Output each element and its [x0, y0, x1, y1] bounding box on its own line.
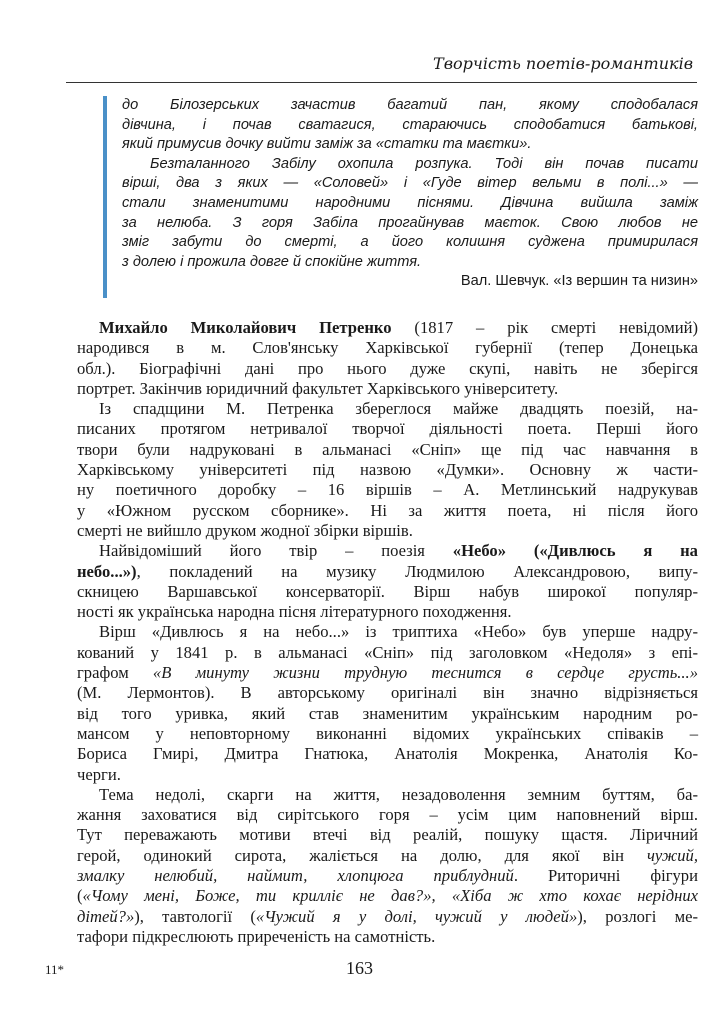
text-line [122, 174, 698, 194]
bold-text: небо...») [77, 561, 137, 581]
text-segment: дівчина, і почав сватагися, стараючись сподобатися батькові, [122, 116, 698, 133]
text-segment: (М. Лермонтов). В авторському оригіналі він значно відрізняється [77, 683, 698, 703]
text-line [77, 866, 698, 886]
text-segment: зміг забути до смерті, а його колишня суджена примирилася [122, 234, 698, 251]
italic-text: «Чужий я у долі, чужий у людей» [255, 906, 578, 926]
text-segment: смерті не вийшло друком жодної збірки віршів. [77, 520, 413, 540]
text-segment: мансом у неповторному виконанні відомих українських співаків – [77, 723, 698, 743]
main-text [77, 318, 698, 947]
text-line [77, 927, 698, 947]
italic-text: чужий, [646, 845, 698, 865]
text-segment: кований у 1841 р. в альманасі «Сніп» під заголовком «Недоля» з епі- [77, 642, 698, 662]
text-line [122, 233, 698, 253]
text-line [77, 440, 698, 460]
quote-attribution: Вал. Шевчук. «Із вершин та низин» [460, 273, 698, 290]
text-segment: Із спадщини М. Петренка збереглося майже двадцять поезій, на- [99, 399, 698, 419]
text-segment: (1817 – рік смерті невідомий) [391, 318, 698, 337]
text-line [77, 785, 698, 805]
signature-mark: 11* [45, 962, 65, 977]
text-segment: ності як українська народна пісня літературного походження. [77, 602, 512, 622]
text-line [122, 116, 698, 136]
text-segment: писаних протягом нетривалої творчої діяльності поета. Перші його [77, 419, 698, 439]
italic-text: «Чому мені, Боже, ти крилліє не дав?», «Хіба ж хто кохає нерідних [82, 886, 698, 906]
text-line [77, 419, 698, 439]
text-segment: від того уривка, який став знаменитим українським народним ро- [77, 703, 698, 723]
text-line [77, 765, 698, 785]
running-header: Творчість поетів-романтиків [433, 54, 693, 73]
text-line [77, 825, 698, 845]
text-segment: Вірш «Дивлюсь я на небо...» із триптиха «Небо» був уперше надру- [99, 622, 698, 642]
text-segment: який примусив дочку вийти заміж за «статки та маєтки». [122, 136, 532, 153]
text-line [77, 379, 698, 399]
text-line [77, 582, 698, 602]
text-segment: ), тавтології ( [134, 906, 256, 926]
text-line [122, 155, 698, 175]
text-line [77, 724, 698, 744]
text-segment: Безталанного Забілу охопила розпука. Тоді він почав писати [150, 155, 698, 172]
text-segment: портрет. Закінчив юридичний факультет Харківського університету. [77, 378, 559, 398]
page-number: 163 [346, 958, 373, 978]
bold-text: «Небо» («Дивлюсь я на [452, 541, 698, 561]
text-segment: твори були надруковані в альманасі «Сніп» ще під час навчання в [77, 439, 698, 459]
text-line [77, 399, 698, 419]
text-line [77, 460, 698, 480]
text-segment: за нелюба. З горя Забіла прогайнував маєток. Свою любов не [122, 214, 698, 231]
text-line [77, 562, 698, 582]
text-line [77, 318, 698, 338]
quote-block [103, 96, 698, 298]
text-line [122, 253, 698, 273]
italic-text: змалку нелюбий, наймит, хлопцюга приблудний [77, 866, 514, 886]
text-line [77, 338, 698, 358]
text-segment: народився в м. Слов'янську Харківської губернії (тепер Донецька [77, 338, 698, 358]
text-segment: Найвідоміший його твір – поезія [99, 541, 453, 561]
text-segment: стали знаменитими народними піснями. Дівчина вийшла заміж [122, 194, 698, 211]
text-line [77, 907, 698, 927]
text-line [77, 805, 698, 825]
italic-text: дітей?» [77, 906, 135, 926]
text-line [77, 480, 698, 500]
text-line [77, 602, 698, 622]
text-segment: обл.). Біографічні дані про нього дуже скупі, навіть не зберігся [77, 358, 698, 378]
text-segment: вірші, два з яких — «Соловей» і «Гуде вітер вельми в полі...» — [122, 175, 698, 192]
text-segment: Тут переважають мотиви втечі від реалій, пошуку щастя. Ліричний [77, 825, 698, 845]
text-line [77, 541, 698, 561]
text-segment: черги. [77, 764, 121, 784]
text-segment: жання заховатися від сирітського горя – усім цим наповнений вірш. [77, 805, 698, 825]
text-segment: , покладений на музику Людмилою Александровою, випу- [136, 561, 698, 581]
text-segment: ( [77, 886, 83, 906]
text-line [77, 501, 698, 521]
text-line [77, 521, 698, 541]
text-line [122, 96, 698, 116]
text-segment: герой, одинокий сирота, жаліється на долю, для якої він [77, 845, 647, 865]
text-line [122, 194, 698, 214]
text-line [122, 135, 698, 155]
text-line [77, 744, 698, 764]
text-line [77, 683, 698, 703]
text-segment: у «Южном русском сборнике». Ні за життя поета, ні після його [77, 500, 698, 520]
bold-text: Михайло Миколайович Петренко [99, 318, 392, 337]
text-segment: ), розлогі ме- [577, 906, 698, 926]
text-segment: скницею Варшавської консерваторії. Вірш набув широкої популяр- [77, 581, 698, 601]
italic-text: «В минуту жизни трудную теснится в сердце грусть...» [152, 663, 698, 683]
text-line [77, 886, 698, 906]
text-segment: з долею і прожила довге й спокійне життя. [122, 253, 422, 270]
quote-text [122, 96, 698, 272]
header-rule [66, 82, 697, 83]
text-line [77, 704, 698, 724]
text-segment: Харківському університеті під назвою «Думки». Основну ж части- [77, 460, 698, 480]
text-segment: тафори підкреслюють приреченість на самотність. [77, 926, 436, 946]
text-segment: . Риторичні фігури [513, 866, 698, 886]
text-line [122, 214, 698, 234]
text-segment: Бориса Гмирі, Дмитра Гнатюка, Анатолія Мокренка, Анатолія Ко- [77, 744, 698, 764]
text-line [77, 846, 698, 866]
text-segment: графом [77, 663, 153, 683]
text-segment: Тема недолі, скарги на життя, незадоволення земним буттям, ба- [99, 784, 698, 804]
text-line [77, 663, 698, 683]
text-line [77, 622, 698, 642]
text-line [77, 643, 698, 663]
text-segment: до Білозерських зачастив багатий пан, якому сподобалася [122, 97, 698, 113]
text-segment: ну поетичного доробку – 16 віршів – А. Метлинський надрукував [77, 480, 698, 500]
text-line [77, 359, 698, 379]
